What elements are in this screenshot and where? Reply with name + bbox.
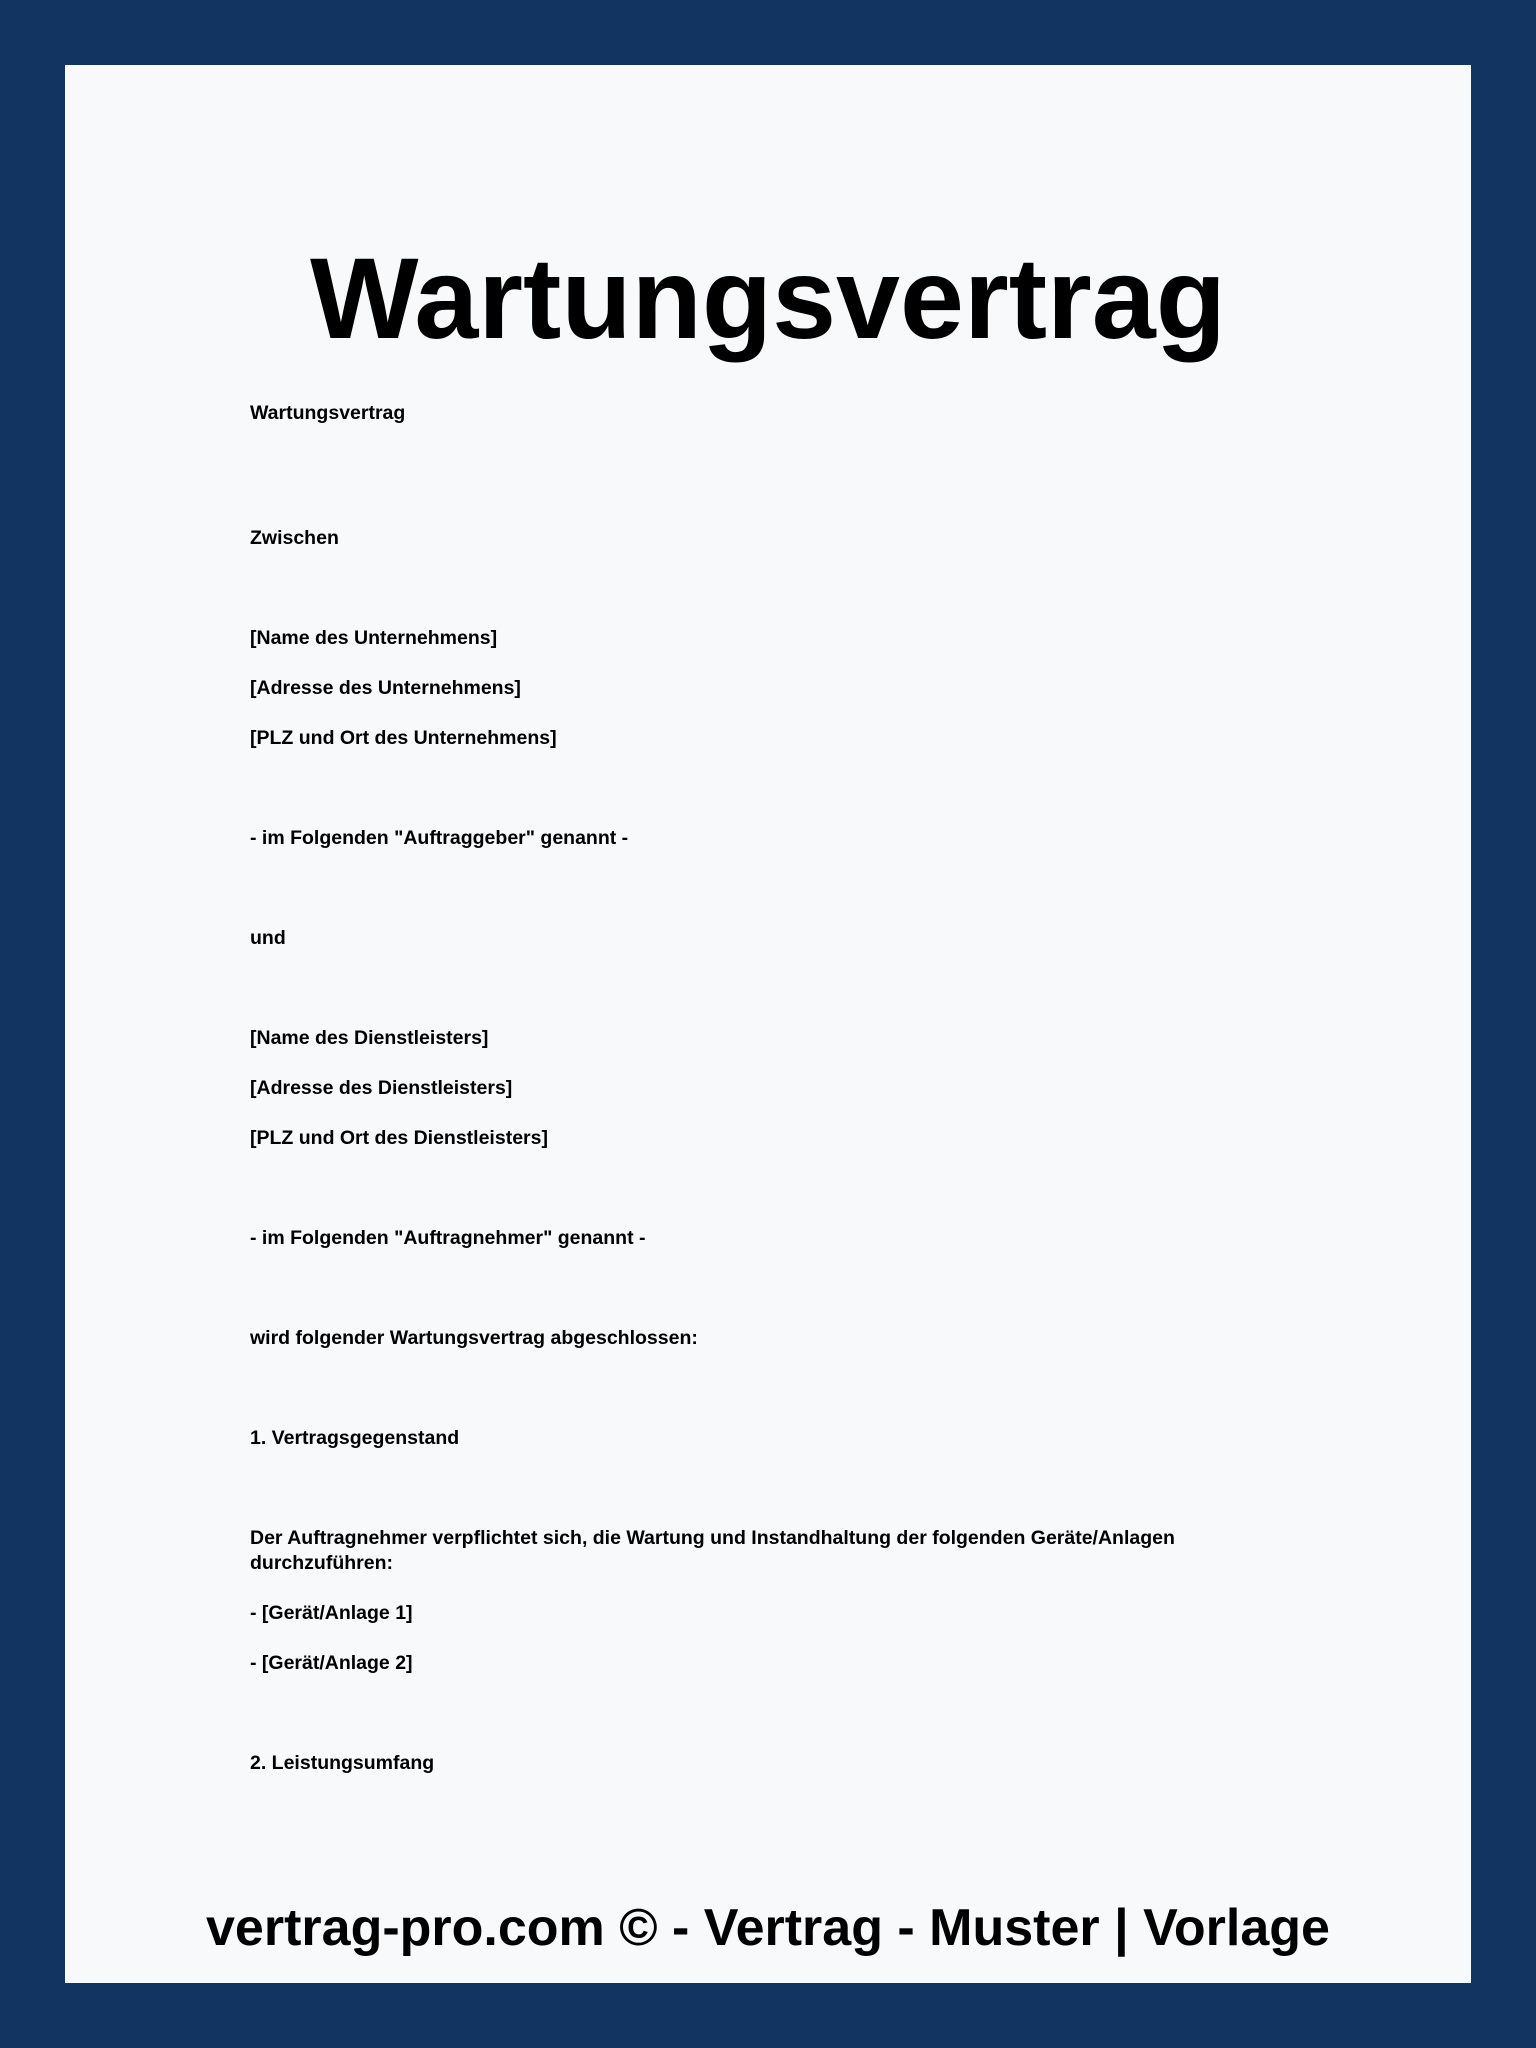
footer-watermark: vertrag-pro.com © - Vertrag - Muster | Vorlage	[206, 1899, 1330, 1957]
client-designation: - im Folgenden "Auftraggeber" genannt -	[250, 827, 629, 849]
provider-designation: - im Folgenden "Auftragnehmer" genannt -	[250, 1227, 646, 1249]
document-title: Wartungsvertrag	[310, 235, 1226, 363]
provider-address: [Adresse des Dienstleisters]	[250, 1077, 513, 1099]
client-address: [Adresse des Unternehmens]	[250, 677, 521, 699]
document-page	[65, 65, 1471, 1983]
section-1-heading: 1. Vertragsgegenstand	[250, 1427, 460, 1449]
client-city: [PLZ und Ort des Unternehmens]	[250, 727, 557, 749]
section-2-heading: 2. Leistungsumfang	[250, 1752, 435, 1774]
between-label: Zwischen	[250, 527, 339, 549]
contract-intro: wird folgender Wartungsvertrag abgeschlossen:	[250, 1327, 698, 1349]
provider-city: [PLZ und Ort des Dienstleisters]	[250, 1127, 548, 1149]
provider-name: [Name des Dienstleisters]	[250, 1027, 489, 1049]
contract-heading: Wartungsvertrag	[250, 402, 406, 424]
device-item-1: - [Gerät/Anlage 1]	[250, 1602, 413, 1624]
section-1-paragraph: Der Auftragnehmer verpflichtet sich, die Wartung und Instandhaltung der folgenden Geräte/Anlagen durchzuführen:	[250, 1527, 1175, 1574]
device-item-2: - [Gerät/Anlage 2]	[250, 1652, 413, 1674]
client-name: [Name des Unternehmens]	[250, 627, 498, 649]
and-label: und	[250, 927, 286, 949]
